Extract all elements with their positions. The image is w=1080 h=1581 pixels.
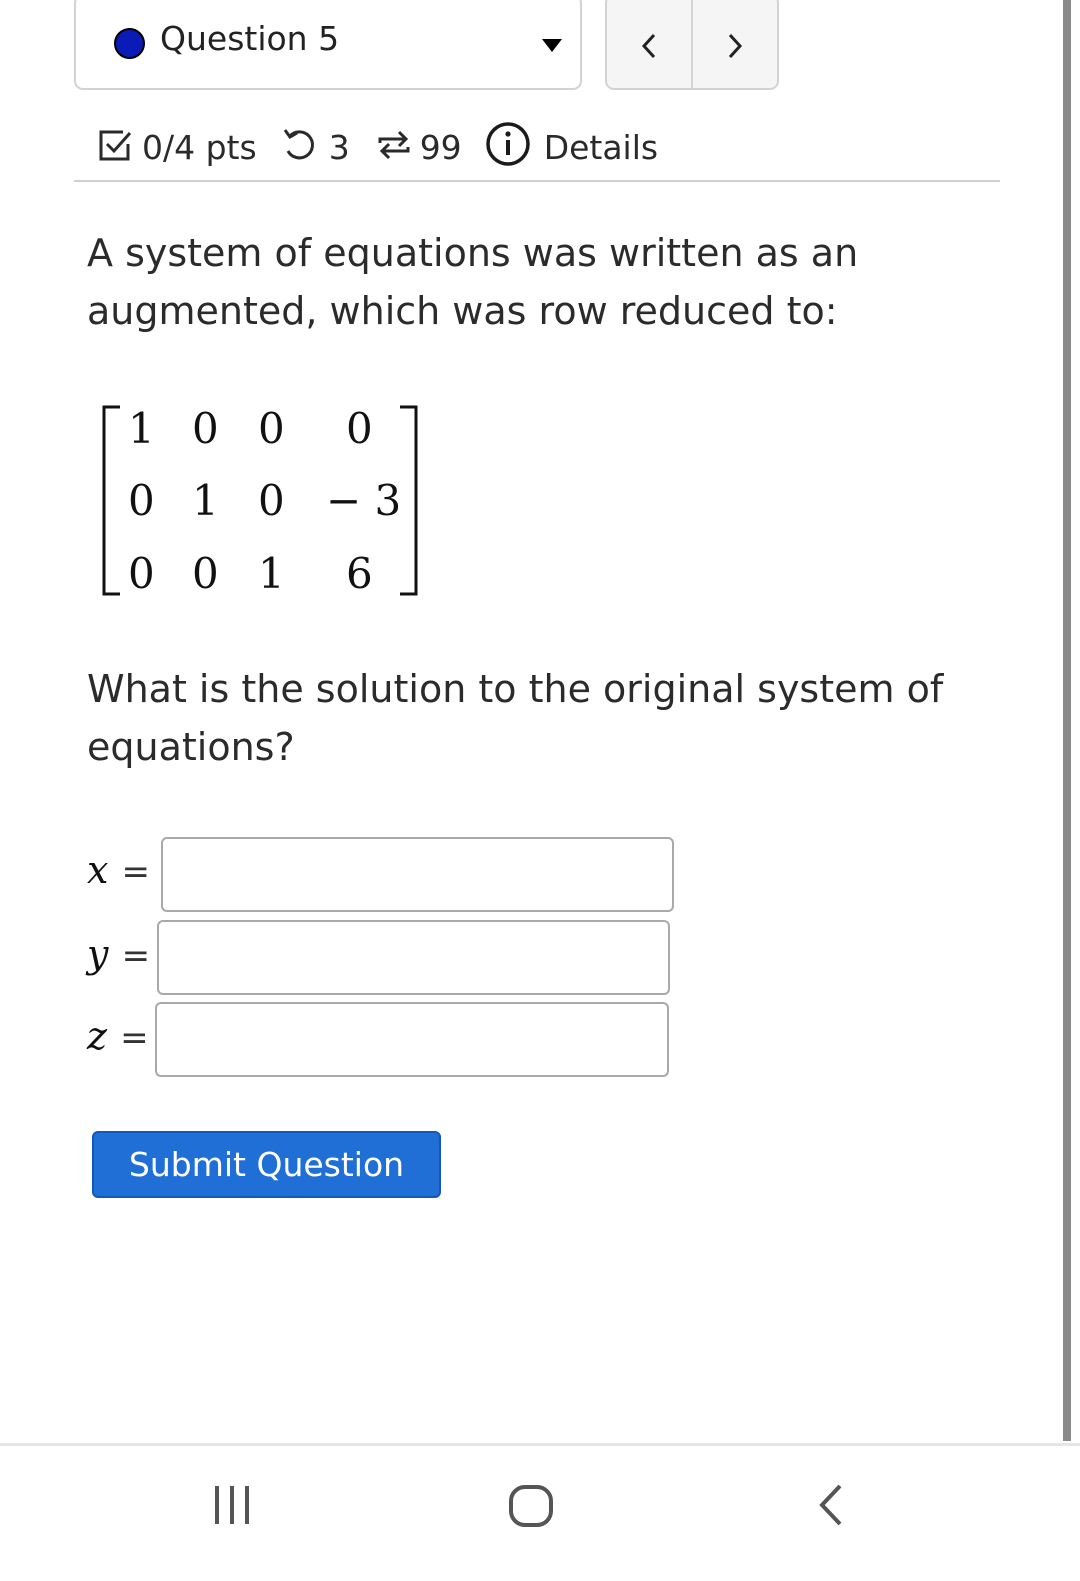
question-status-row — [96, 117, 658, 177]
matrix-cell: 0 — [128, 476, 155, 525]
equals-sign: = — [121, 852, 151, 892]
answer-x-label — [87, 848, 150, 892]
scrollbar[interactable] — [1063, 0, 1071, 1441]
question-status-dot — [114, 28, 145, 59]
variable-x: x — [87, 848, 109, 892]
next-question-button[interactable] — [691, 0, 777, 88]
answer-x-input[interactable] — [161, 837, 674, 912]
matrix-cell: 0 — [192, 549, 219, 598]
augmented-matrix — [100, 404, 420, 596]
chevron-right-icon — [724, 31, 746, 61]
dropdown-caret-icon — [542, 39, 562, 52]
question-intro: A system of equations was written as an augmented, which was row reduced to: — [87, 231, 859, 333]
recent-apps-button[interactable] — [212, 1484, 252, 1530]
matrix-cell: 0 — [346, 404, 373, 453]
attempts-text: 99 — [419, 127, 462, 167]
info-icon — [484, 120, 532, 168]
back-icon — [816, 1482, 846, 1528]
details-link[interactable] — [484, 126, 658, 168]
matrix-cell: 1 — [258, 549, 285, 598]
variable-z: z — [87, 1014, 108, 1058]
undo-icon — [279, 125, 319, 165]
matrix-cell: 0 — [258, 404, 285, 453]
retries-text: 3 — [328, 127, 350, 167]
answer-z-label — [87, 1014, 149, 1058]
matrix-cell: 0 — [258, 476, 285, 525]
question-prompt: What is the solution to the original system of equations? — [87, 667, 944, 769]
submit-question-button[interactable]: Submit Question — [92, 1131, 441, 1198]
matrix-cell: 1 — [128, 404, 155, 453]
previous-question-button[interactable] — [607, 0, 691, 88]
details-label: Details — [543, 127, 659, 167]
variable-y: y — [87, 932, 109, 976]
chevron-left-icon — [638, 31, 660, 61]
retries-status — [279, 128, 350, 167]
matrix-cell: 0 — [192, 404, 219, 453]
answer-y-input[interactable] — [157, 920, 670, 995]
question-nav — [605, 0, 779, 90]
question-selector-label: Question 5 — [160, 19, 340, 58]
points-text: 0/4 pts — [142, 127, 257, 167]
equals-sign: = — [120, 1018, 149, 1058]
matrix-cell: 6 — [346, 549, 373, 598]
points-status — [96, 128, 257, 167]
matrix-cell: 1 — [192, 476, 219, 525]
question-selector[interactable] — [74, 0, 582, 90]
repeat-icon — [374, 125, 414, 165]
equals-sign: = — [121, 936, 151, 976]
back-button[interactable] — [816, 1482, 846, 1532]
home-icon — [508, 1484, 554, 1528]
navbar-divider — [0, 1443, 1080, 1446]
matrix-cell: 0 — [128, 549, 155, 598]
answer-y-label — [87, 932, 150, 976]
home-button[interactable] — [508, 1484, 554, 1532]
attempts-status — [374, 128, 462, 167]
matrix-cell: − 3 — [326, 476, 402, 525]
recent-apps-icon — [212, 1484, 252, 1526]
header-divider — [74, 180, 1000, 182]
checkbox-check-icon — [96, 126, 134, 164]
answer-z-input[interactable] — [155, 1002, 669, 1077]
